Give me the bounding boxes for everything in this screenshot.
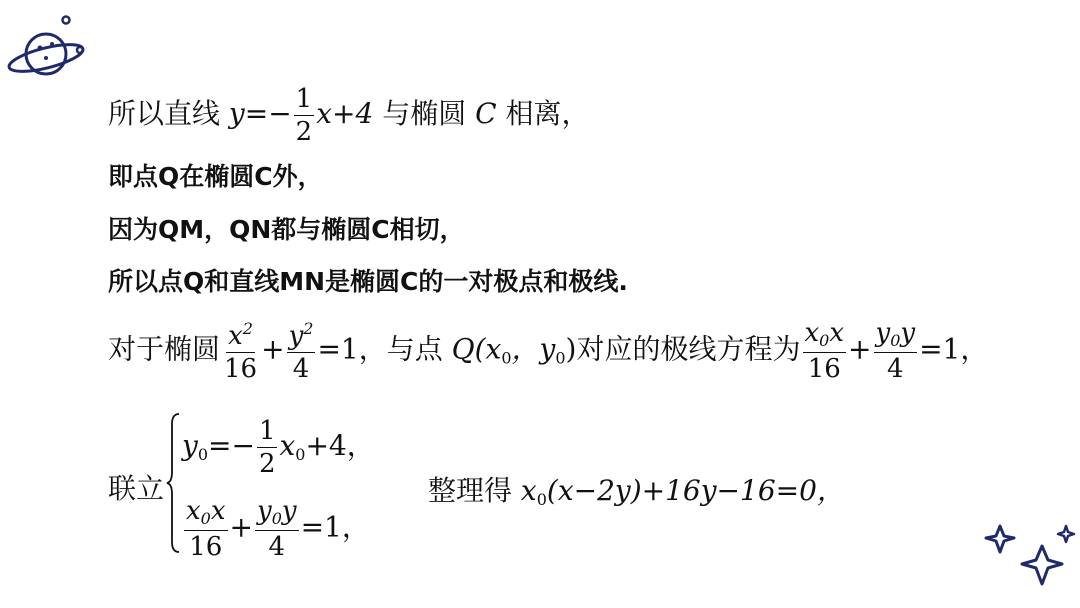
row1-b: =− — [208, 429, 255, 462]
line1-frac-den: 2 — [295, 117, 313, 147]
line1-math: y=− — [228, 97, 292, 130]
f2-exp: 2 — [303, 318, 314, 338]
g1-num-sub: 0 — [819, 331, 830, 350]
point-mid: ，y — [511, 332, 556, 366]
row1-frac — [257, 418, 278, 477]
polar-frac-2 — [874, 320, 918, 382]
row1-d: +4， — [305, 429, 375, 462]
row2-d1: 16 — [189, 532, 223, 562]
row2-n1s: 0 — [200, 509, 211, 528]
line-3: 因为QM，QN都与椭圆C相切， — [108, 215, 465, 244]
f2-num: y — [288, 320, 304, 351]
row2-plus: + — [229, 510, 253, 544]
system-row-1 — [182, 418, 375, 477]
f1-den: 16 — [224, 353, 258, 384]
row2-n1b: x — [210, 496, 226, 526]
ellipse-frac-1 — [222, 318, 259, 384]
eq-2: =1， — [919, 332, 989, 366]
row2-d2: 4 — [268, 532, 286, 562]
row2-frac-2 — [255, 498, 299, 560]
plus-1: + — [261, 332, 285, 366]
line1-frac-num: 1 — [295, 84, 313, 114]
g2-num-a: y — [875, 318, 891, 348]
point-end: ) — [565, 332, 577, 366]
g1-den: 16 — [807, 354, 841, 384]
result-b: (x−2y)+16y−16=0， — [546, 474, 845, 507]
line1-var-c: C — [475, 97, 497, 130]
row2-n1a: x — [186, 496, 201, 526]
line-1 — [108, 86, 589, 145]
result-a: x — [520, 474, 537, 507]
g1-num-b: x — [829, 318, 845, 348]
row1-sub2: 0 — [295, 445, 306, 464]
line-2: 即点Q在椭圆C外， — [108, 162, 323, 191]
left-brace — [166, 412, 180, 554]
row2-n2s: 0 — [271, 509, 282, 528]
line1-text: 所以直线 — [108, 97, 221, 130]
ellipse-frac-2 — [287, 318, 316, 384]
row1-c: x — [279, 429, 296, 462]
planet-icon — [4, 10, 90, 88]
system-row-2 — [182, 498, 370, 560]
f1-num: x — [228, 320, 243, 351]
row1-a: y — [182, 429, 198, 462]
line1-text-c: 相离， — [505, 97, 590, 130]
row2-end: =1， — [300, 510, 370, 544]
result-line — [428, 474, 845, 517]
point-sub-0: 0 — [501, 348, 512, 368]
g2-den: 4 — [887, 354, 904, 384]
line1-fraction — [294, 86, 315, 145]
row2-n2b: y — [281, 496, 297, 526]
f1-exp: 2 — [242, 318, 253, 338]
row1-sub: 0 — [197, 445, 209, 464]
line1-text-b: 与椭圆 — [382, 97, 467, 130]
point-q: Q(x — [451, 332, 502, 366]
point-sub-1: 0 — [555, 348, 566, 368]
row2-frac-1 — [184, 498, 228, 560]
row1-den: 2 — [258, 449, 276, 479]
line-4: 所以点Q和直线MN是椭圆C的一对极点和极线. — [108, 267, 628, 296]
line-5 — [108, 320, 988, 382]
g2-num-b: y — [900, 318, 916, 348]
line5-text-b: 与点 — [386, 332, 443, 366]
g1-num-a: x — [804, 318, 820, 348]
sparkle-stars-icon — [980, 516, 1076, 596]
polar-frac-1 — [803, 320, 847, 382]
f2-den: 4 — [292, 353, 310, 384]
plus-2: + — [848, 332, 872, 366]
line5-text-a: 对于椭圆 — [108, 332, 221, 366]
eq-1: =1， — [317, 332, 387, 366]
result-sub: 0 — [536, 490, 547, 509]
row1-num: 1 — [258, 416, 276, 446]
line5-text-c: 对应的极线方程为 — [576, 332, 801, 366]
g2-num-sub: 0 — [890, 331, 901, 350]
system-label: 联立 — [108, 472, 165, 505]
row2-n2a: y — [257, 496, 272, 526]
line1-math-b: x+4 — [316, 97, 374, 130]
result-label: 整理得 — [428, 474, 513, 507]
